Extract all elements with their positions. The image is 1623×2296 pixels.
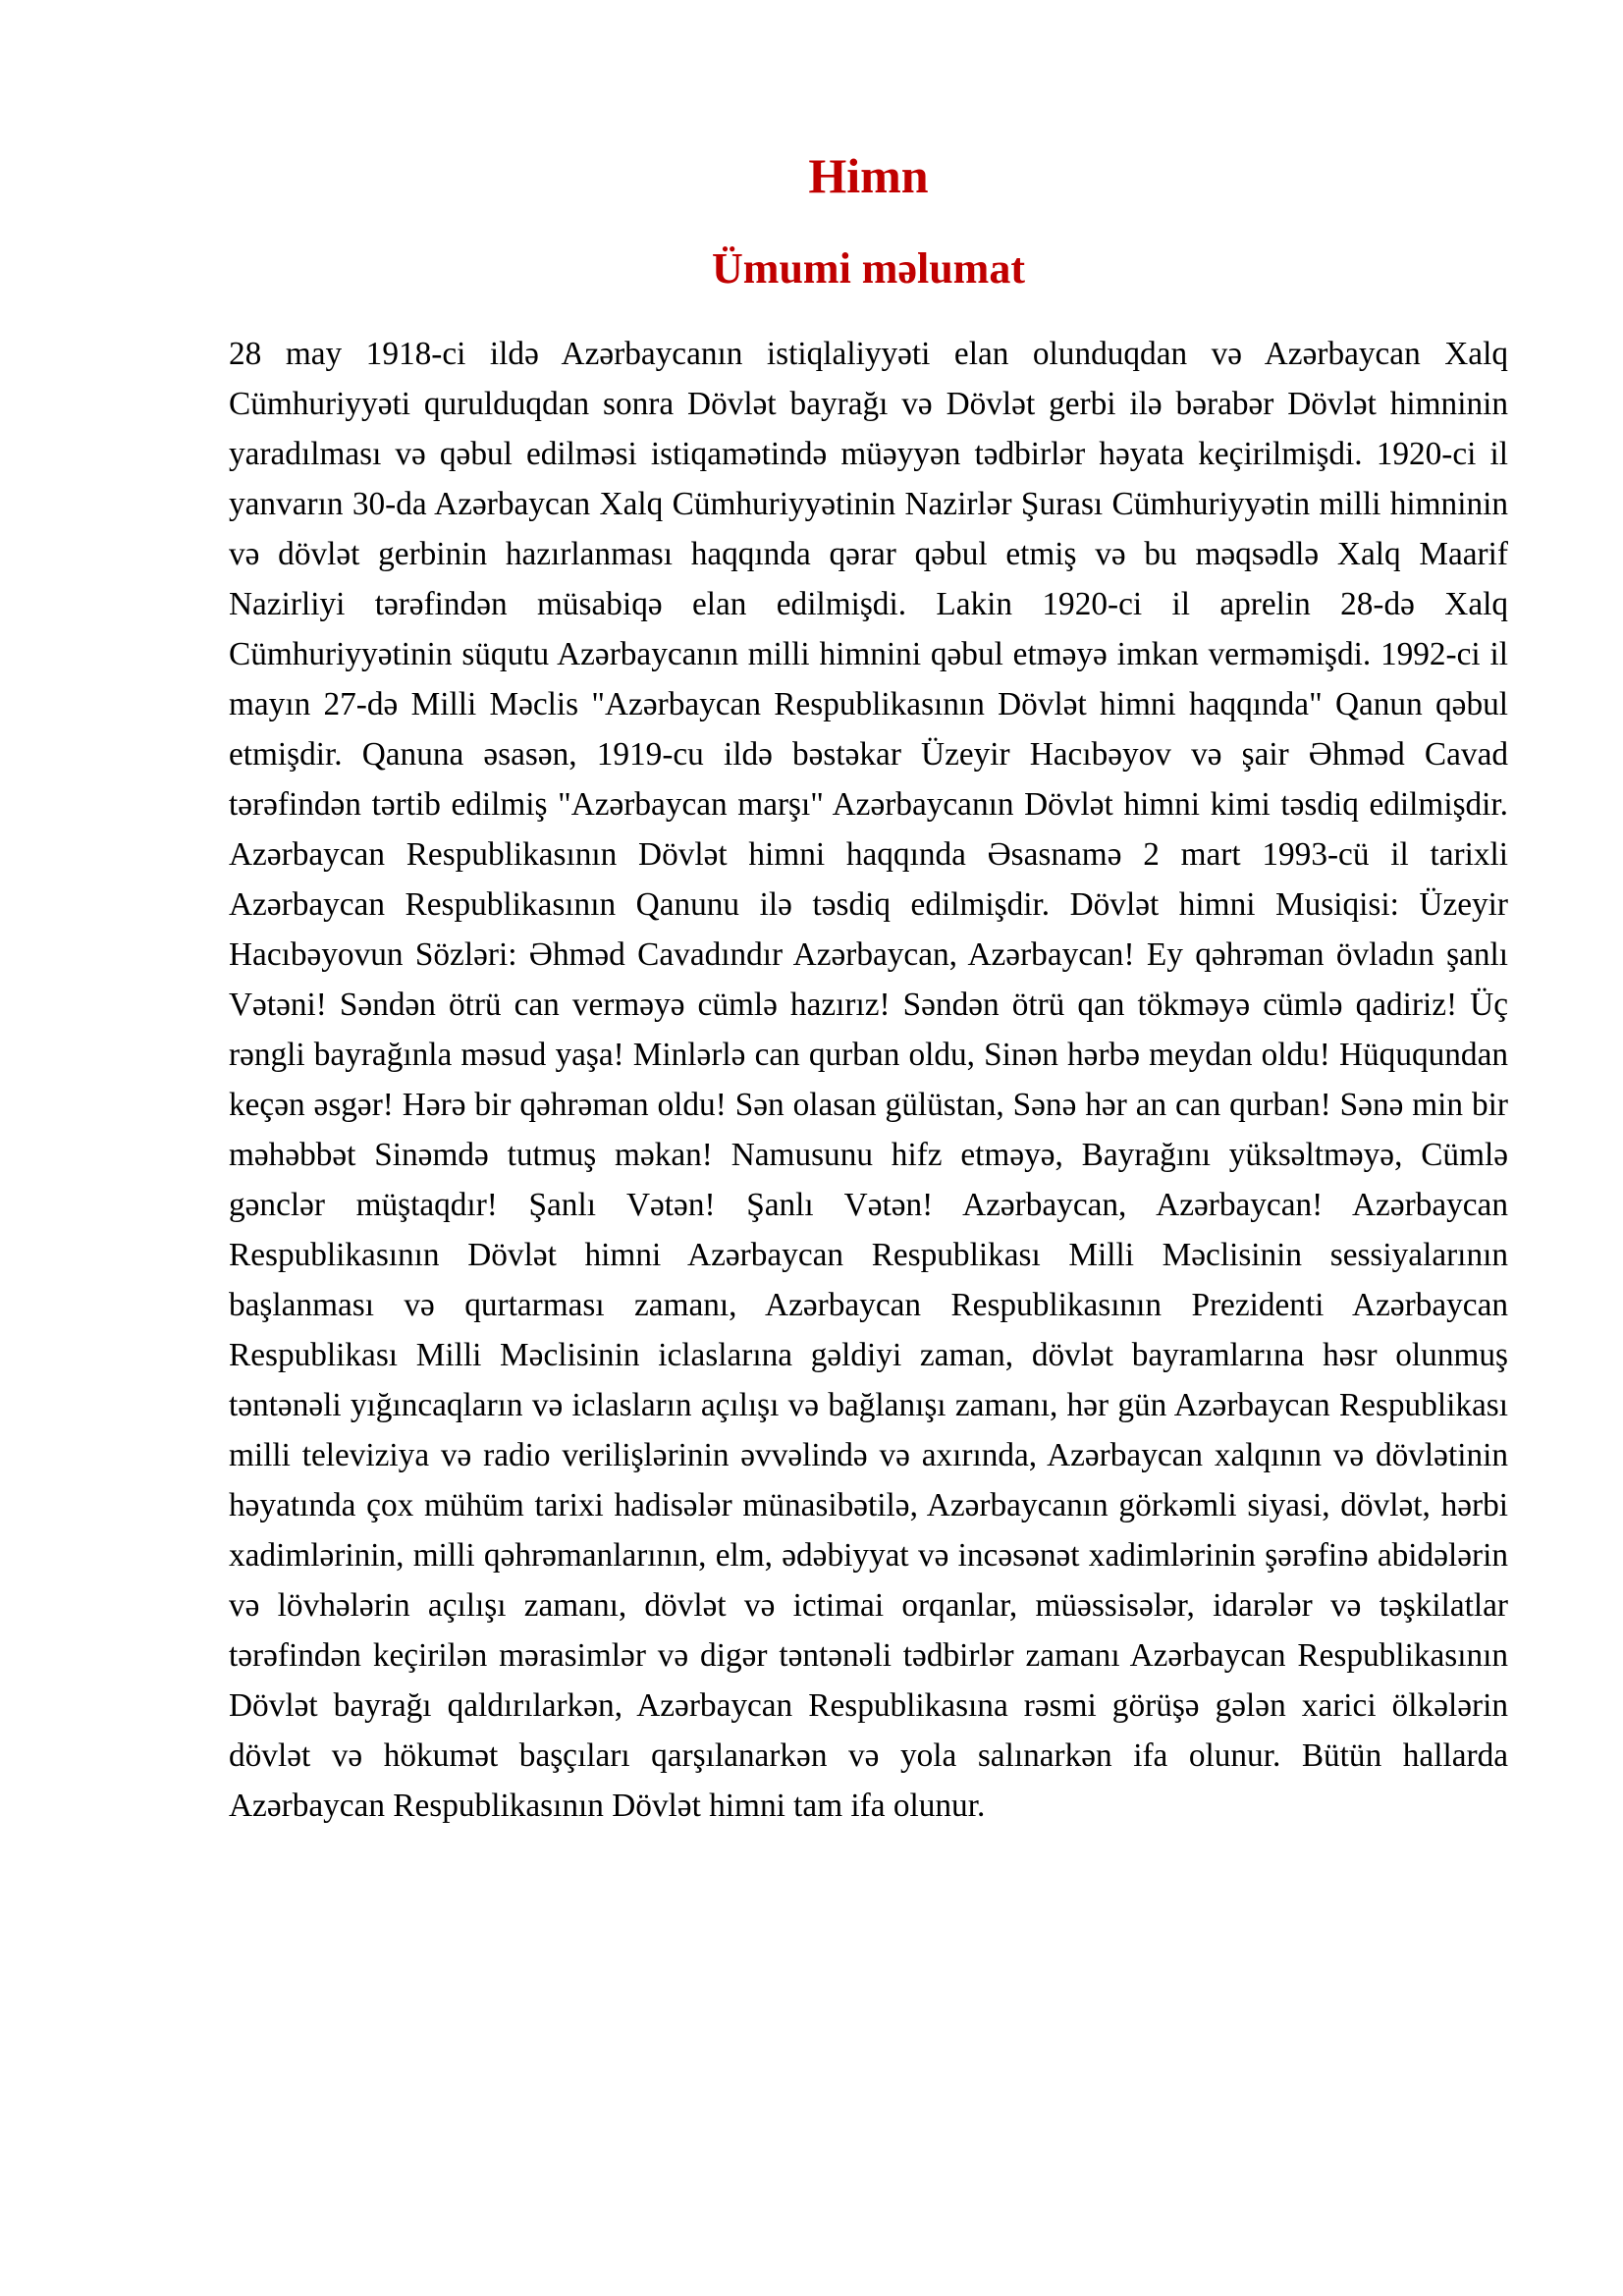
page-title: Himn xyxy=(808,148,929,203)
text-column xyxy=(229,0,1508,1831)
section-heading: Ümumi məlumat xyxy=(712,244,1025,293)
body-paragraph: 28 may 1918-ci ildə Azərbaycanın istiqlaliyyəti elan olunduqdan və Azərbaycan Xalq Cümhuriyyəti qurulduqdan sonra Dövlət bayrağı və Dövlət gerbi ilə bərabər Dövlət himninin yaradılması və qəbul edilməsi istiqamətində müəyyən tədbirlər həyata keçirilmişdi. 1920-ci il yanvarın 30-da Azərbaycan Xalq Cümhuriyyətinin Nazirlər Şurası Cümhuriyyətin milli himninin və dövlət gerbinin hazırlanması haqqında qərar qəbul etmiş və bu məqsədlə Xalq Maarif Nazirliyi tərəfindən müsabiqə elan edilmişdi. Lakin 1920-ci il aprelin 28-də Xalq Cümhuriyyətinin süqutu Azərbaycanın milli himnini qəbul etməyə imkan verməmişdi. 1992-ci il mayın 27-də Milli Məclis "Azərbaycan Respublikasının Dövlət himni haqqında" Qanun qəbul etmişdir. Qanuna əsasən, 1919-cu ildə bəstəkar Üzeyir Hacıbəyov və şair Əhməd Cavad tərəfindən tərtib edilmiş "Azərbaycan marşı" Azərbaycanın Dövlət himni kimi təsdiq edilmişdir. Azərbaycan Respublikasının Dövlət himni haqqında Əsasnamə 2 mart 1993-cü il tarixli Azərbaycan Respublikasının Qanunu ilə təsdiq edilmişdir. Dövlət himni Musiqisi: Üzeyir Hacıbəyovun Sözləri: Əhməd Cavadındır Azərbaycan, Azərbaycan! Ey qəhrəman övladın şanlı Vətəni! Səndən ötrü can verməyə cümlə hazırız! Səndən ötrü qan tökməyə cümlə qadiriz! Üç rəngli bayrağınla məsud yaşa! Minlərlə can qurban oldu, Sinən hərbə meydan oldu! Hüququndan keçən əsgər! Hərə bir qəhrəman oldu! Sən olasan gülüstan, Sənə hər an can qurban! Sənə min bir məhəbbət Sinəmdə tutmuş məkan! Namusunu hifz etməyə, Bayrağını yüksəltməyə, Cümlə gənclər müştaqdır! Şanlı Vətən! Şanlı Vətən! Azərbaycan, Azərbaycan! Azərbaycan Respublikasının Dövlət himni Azərbaycan Respublikası Milli Məclisinin sessiyalarının başlanması və qurtarması zamanı, Azərbaycan Respublikasının Prezidenti Azərbaycan Respublikası Milli Məclisinin iclaslarına gəldiyi zaman, dövlət bayramlarına həsr olunmuş təntənəli yığıncaqların və iclasların açılışı və bağlanışı zamanı, hər gün Azərbaycan Respublikası milli televiziya və radio verilişlərinin əvvəlində və axırında, Azərbaycan xalqının və dövlətinin həyatında çox mühüm tarixi hadisələr münasibətilə, Azərbaycanın görkəmli siyasi, dövlət, hərbi xadimlərinin, milli qəhrəmanlarının, elm, ədəbiyyat və incəsənət xadimlərinin şərəfinə abidələrin və lövhələrin açılışı zamanı, dövlət və ictimai orqanlar, müəssisələr, idarələr və təşkilatlar tərəfindən keçirilən mərasimlər və digər təntənəli tədbirlər zamanı Azərbaycan Respublikasının Dövlət bayrağı qaldırılarkən, Azərbaycan Respublikasına rəsmi görüşə gələn xarici ölkələrin dövlət və hökumət başçıları qarşılanarkən və yola salınarkən ifa olunur. Bütün hallarda Azərbaycan Respublikasının Dövlət himni tam ifa olunur. xyxy=(229,336,1508,1824)
